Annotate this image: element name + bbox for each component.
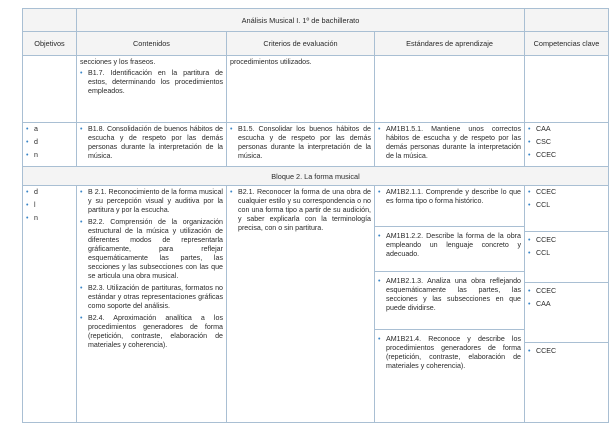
- objetivo-item: • n: [26, 214, 73, 223]
- contenidos-cell: [77, 123, 227, 167]
- contenidos-continuation: secciones y los fraseos.: [80, 58, 156, 66]
- title-spacer-right: [525, 9, 609, 32]
- competencia-item: • CCL: [528, 249, 605, 258]
- competencia-group: [528, 236, 605, 277]
- objetivo-item: • l: [26, 201, 73, 210]
- curriculum-table-wrapper: [22, 8, 608, 423]
- criterios-continuation: procedimientos utilizados.: [230, 58, 312, 66]
- estandar-block: [375, 188, 524, 227]
- estandar-block: [375, 232, 524, 272]
- contenido-item: • B2.3. Utilización de partituras, formatos no estándar y otras representaciones gráficas como soporte del análisis.: [80, 284, 223, 311]
- bloque-title: Bloque 2. La forma musical: [23, 167, 609, 186]
- contenido-item: • B2.2. Comprensión de la organización estructural de la música y utilización de diferentes modos de representarla gráficamente, para reflejar esquemáticamente las partes, las secciones y las subsecciones con las que se articula una obra musical.: [80, 218, 223, 281]
- estandares-cell: [375, 186, 525, 423]
- competencias-cell: [525, 123, 609, 167]
- title-row: [23, 9, 609, 32]
- competencias-cell: [525, 56, 609, 123]
- objetivos-cell: [23, 123, 77, 167]
- header-criterios: Criterios de evaluación: [227, 32, 375, 56]
- objetivo-item: • n: [26, 151, 73, 160]
- contenido-item: • B2.4. Aproximación analítica a los procedimientos generadores de forma (repetición, contraste, elaboración de materiales y coherencia).: [80, 314, 223, 350]
- title-spacer: [23, 9, 77, 32]
- competencia-group: [528, 347, 605, 356]
- competencias-cell: [525, 186, 609, 423]
- competencia-divider: [525, 282, 608, 283]
- estandar-item: • AM1B21.4. Reconoce y describe los procedimientos generadores de forma (repetición, contraste, elaboración de materiales y coherencia).: [378, 335, 521, 371]
- competencia-item: • CCEC: [528, 236, 605, 245]
- objetivo-item: • d: [26, 188, 73, 197]
- competencia-group: [528, 287, 605, 337]
- bloque-row: [23, 167, 609, 186]
- header-competencias: Competencias clave: [525, 32, 609, 56]
- header-contenidos: Contenidos: [77, 32, 227, 56]
- objetivos-cell: [23, 56, 77, 123]
- competencia-group: [528, 188, 605, 226]
- criterio-item: • B2.1. Reconocer la forma de una obra de cualquier estilo y su correspondencia o no con una forma tipo a partir de su audición, y saber explicarla con la terminología precisa, con o sin partitura.: [230, 188, 371, 233]
- estandar-item: • AM1B2.1.3. Analiza una obra reflejando esquemáticamente las partes, las secciones y las subsecciones en que puede dividirse.: [378, 277, 521, 313]
- competencia-item: • CCEC: [528, 188, 605, 197]
- competencia-item: • CCEC: [528, 347, 605, 356]
- contenido-item: • B1.7. Identificación en la partitura de estos, determinando los procedimientos empleados.: [80, 69, 223, 96]
- estandar-block: [375, 277, 524, 330]
- estandar-item: • AM1B2.1.1. Comprende y describe lo que es forma tipo o forma histórico.: [378, 188, 521, 206]
- contenidos-cell: [77, 186, 227, 423]
- table-row: [23, 56, 609, 123]
- table-title: Análisis Musical I. 1º de bachillerato: [77, 9, 525, 32]
- estandar-item: • AM1B1.2.2. Describe la forma de la obra empleando un lenguaje concreto y adecuado.: [378, 232, 521, 259]
- criterio-item: • B1.5. Consolidar los buenos hábitos de escucha y de respeto por las demás personas durante la interpretación de la música.: [230, 125, 371, 161]
- curriculum-table: [22, 8, 609, 423]
- estandares-cell: [375, 56, 525, 123]
- competencia-item: • CSC: [528, 138, 605, 147]
- criterios-cell: [227, 56, 375, 123]
- objetivo-item: • a: [26, 125, 73, 134]
- header-row: [23, 32, 609, 56]
- criterios-cell: [227, 186, 375, 423]
- estandar-block: [375, 335, 524, 378]
- objetivos-cell: [23, 186, 77, 423]
- competencia-item: • CCEC: [528, 151, 605, 160]
- estandares-cell: [375, 123, 525, 167]
- competencia-item: • CAA: [528, 125, 605, 134]
- estandar-item: • AM1B1.5.1. Mantiene unos correctos hábitos de escucha y de respeto por las demás personas durante la interpretación de la música.: [378, 125, 521, 161]
- competencia-item: • CAA: [528, 300, 605, 309]
- competencia-item: • CCEC: [528, 287, 605, 296]
- competencia-divider: [525, 231, 608, 232]
- contenido-item: • B 2.1. Reconocimiento de la forma musical y su percepción visual y auditiva por la partitura y por la escucha.: [80, 188, 223, 215]
- header-estandares: Estándares de aprendizaje: [375, 32, 525, 56]
- competencia-item: • CCL: [528, 201, 605, 210]
- table-row: [23, 186, 609, 423]
- competencia-divider: [525, 342, 608, 343]
- contenidos-cell: [77, 56, 227, 123]
- criterios-cell: [227, 123, 375, 167]
- objetivo-item: • d: [26, 138, 73, 147]
- header-objetivos: Objetivos: [23, 32, 77, 56]
- contenido-item: • B1.8. Consolidación de buenos hábitos de escucha y de respeto por las demás personas durante la interpretación de la música.: [80, 125, 223, 161]
- table-row: [23, 123, 609, 167]
